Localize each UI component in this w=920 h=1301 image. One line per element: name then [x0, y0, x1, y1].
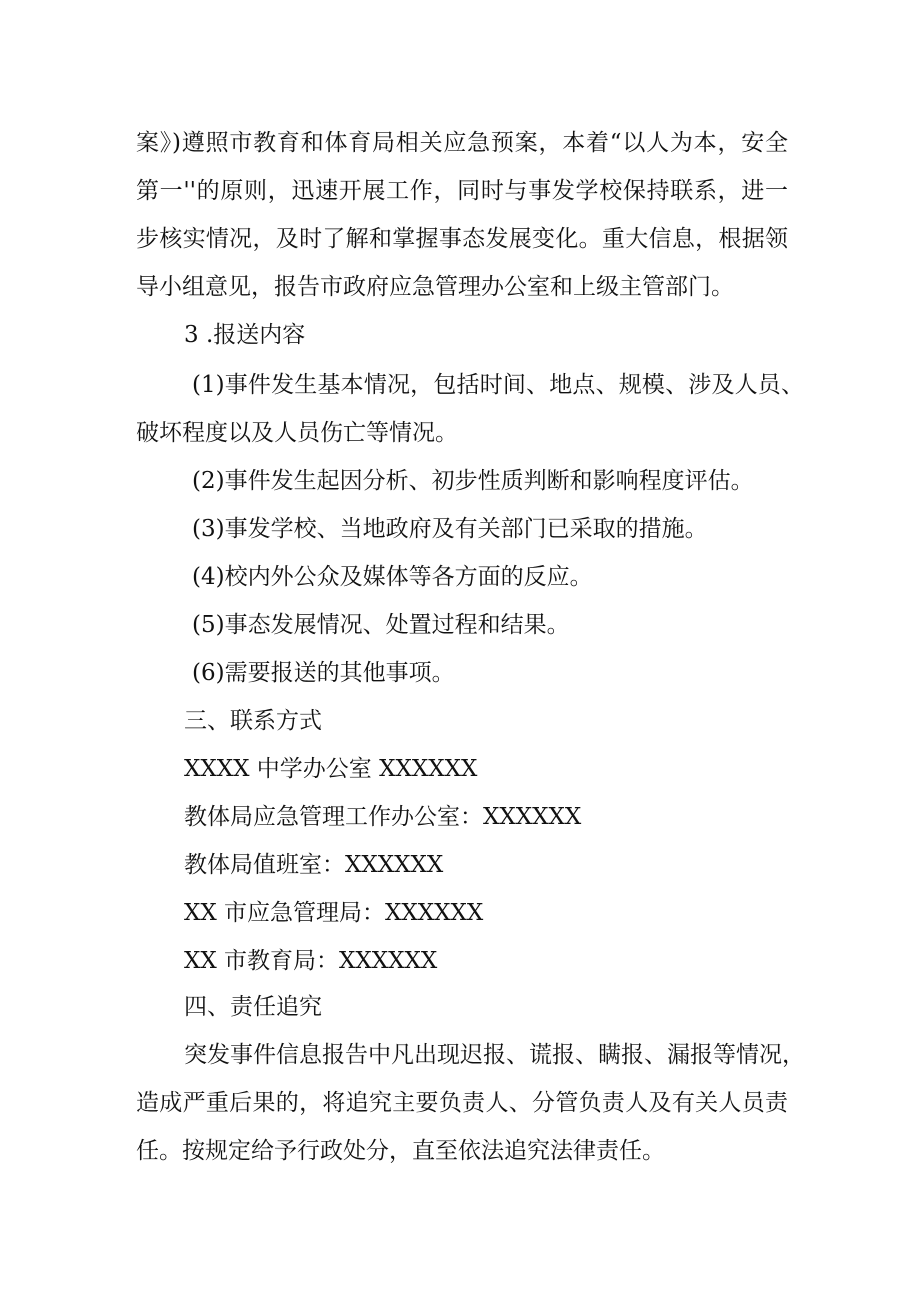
contact-entry: XXXX 中学办公室 XXXXXX [184, 756, 478, 782]
list-item: (6)需要报送的其他事项。 [192, 660, 455, 686]
paragraph-line: 造成严重后果的，将追究主要负责人、分管负责人及有关人员责 [136, 1090, 788, 1116]
list-item: (2)事件发生起因分析、初步性质判断和影响程度评估。 [192, 468, 754, 494]
paragraph-line: 步核实情况，及时了解和掌握事态发展变化。重大信息，根据领 [136, 226, 788, 252]
section-heading: 3 .报送内容 [184, 322, 306, 348]
contact-entry: XX 市教育局：XXXXXX [184, 948, 438, 974]
list-item: (5)事态发展情况、处置过程和结果。 [192, 612, 570, 638]
paragraph-line: 案》)遵照市教育和体育局相关应急预案，本着“以人为本，安全 [136, 130, 788, 156]
contact-entry: XX 市应急管理局：XXXXXX [184, 900, 484, 926]
paragraph-line: 导小组意见，报告市政府应急管理办公室和上级主管部门。 [136, 274, 734, 300]
paragraph-line: 突发事件信息报告中凡出现迟报、谎报、瞒报、漏报等情况， [184, 1042, 805, 1068]
section-heading: 四、责任追究 [184, 994, 322, 1020]
list-item: (1)事件发生基本情况，包括时间、地点、规模、涉及人员、 [192, 372, 804, 398]
section-heading: 三、联系方式 [184, 708, 322, 734]
contact-entry: 教体局应急管理工作办公室：XXXXXX [184, 804, 582, 830]
list-item-continuation: 破坏程度以及人员伤亡等情况。 [136, 420, 458, 446]
paragraph-line: 任。按规定给予行政处分，直至依法追究法律责任。 [136, 1138, 665, 1164]
list-item: (3)事发学校、当地政府及有关部门已采取的措施。 [192, 516, 708, 542]
paragraph-line: 第一''的原则，迅速开展工作，同时与事发学校保持联系，进一 [136, 178, 788, 204]
contact-entry: 教体局值班室：XXXXXX [184, 852, 444, 878]
list-item: (4)校内外公众及媒体等各方面的反应。 [192, 564, 593, 590]
